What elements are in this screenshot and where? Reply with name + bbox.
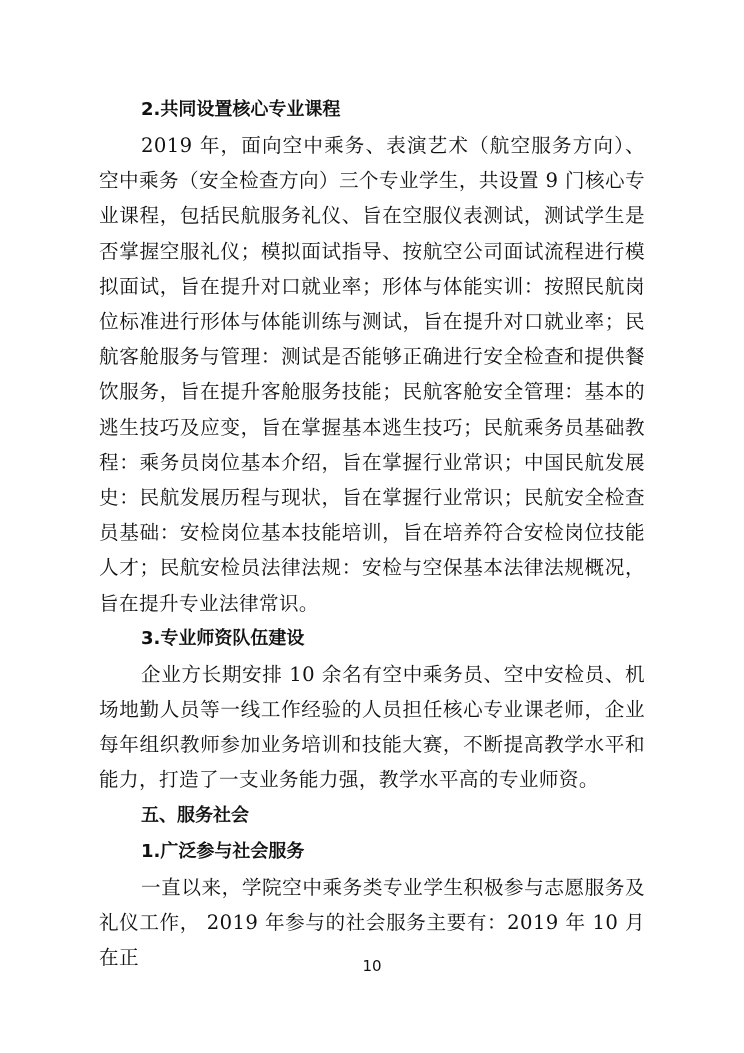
paragraph-faculty: 企业方长期安排 10 余名有空中乘务员、空中安检员、机场地勤人员等一线工作经验的人员担任核心专业课老师，企业每年组织教师参加业务培训和技能大赛，不断提高教学水平和能力，打造了一支业务能力强，教学水平高的专业师资。	[99, 662, 645, 792]
section-heading-faculty: 3.专业师资队伍建设	[141, 627, 305, 649]
page-number: 10	[362, 957, 382, 975]
paragraph-core-courses: 2019 年，面向空中乘务、表演艺术（航空服务方向）、空中乘务（安全检查方向）三个专业学生，共设置 9 门核心专业课程，包括民航服务礼仪、旨在空服仪表测试，测试学生是否掌握空服礼仪；模拟面试指导、按航空公司面试流程进行模拟面试，旨在提升对口就业率；形体与体能实训：按照民航岗位标准进行形体与体能训练与测试，旨在提升对口就业率；民航客舱服务与管理：测试是否能够正确进行安全检查和提供餐饮服务，旨在提升客舱服务技能；民航客舱安全管理：基本的逃生技巧及应变，旨在掌握基本逃生技巧；民航乘务员基础教程：乘务员岗位基本介绍，旨在掌握行业常识；中国民航发展史：民航发展历程与现状，旨在掌握行业常识；民航安全检查员基础：安检岗位基本技能培训，旨在培养符合安检岗位技能人才；民航安检员法律法规：安检与空保基本法律法规概况，旨在提升专业法律常识。	[99, 134, 645, 615]
document-body	[99, 92, 645, 975]
section-heading-core-courses: 2.共同设置核心专业课程	[141, 99, 341, 120]
section-heading-social-service: 五、服务社会	[141, 804, 249, 826]
section-heading-participation: 1.广泛参与社会服务	[141, 840, 305, 862]
paragraph-participation: 一直以来，学院空中乘务类专业学生积极参与志愿服务及礼仪工作， 2019 年参与的社会服务主要有：2019 年 10 月在正	[99, 875, 645, 970]
